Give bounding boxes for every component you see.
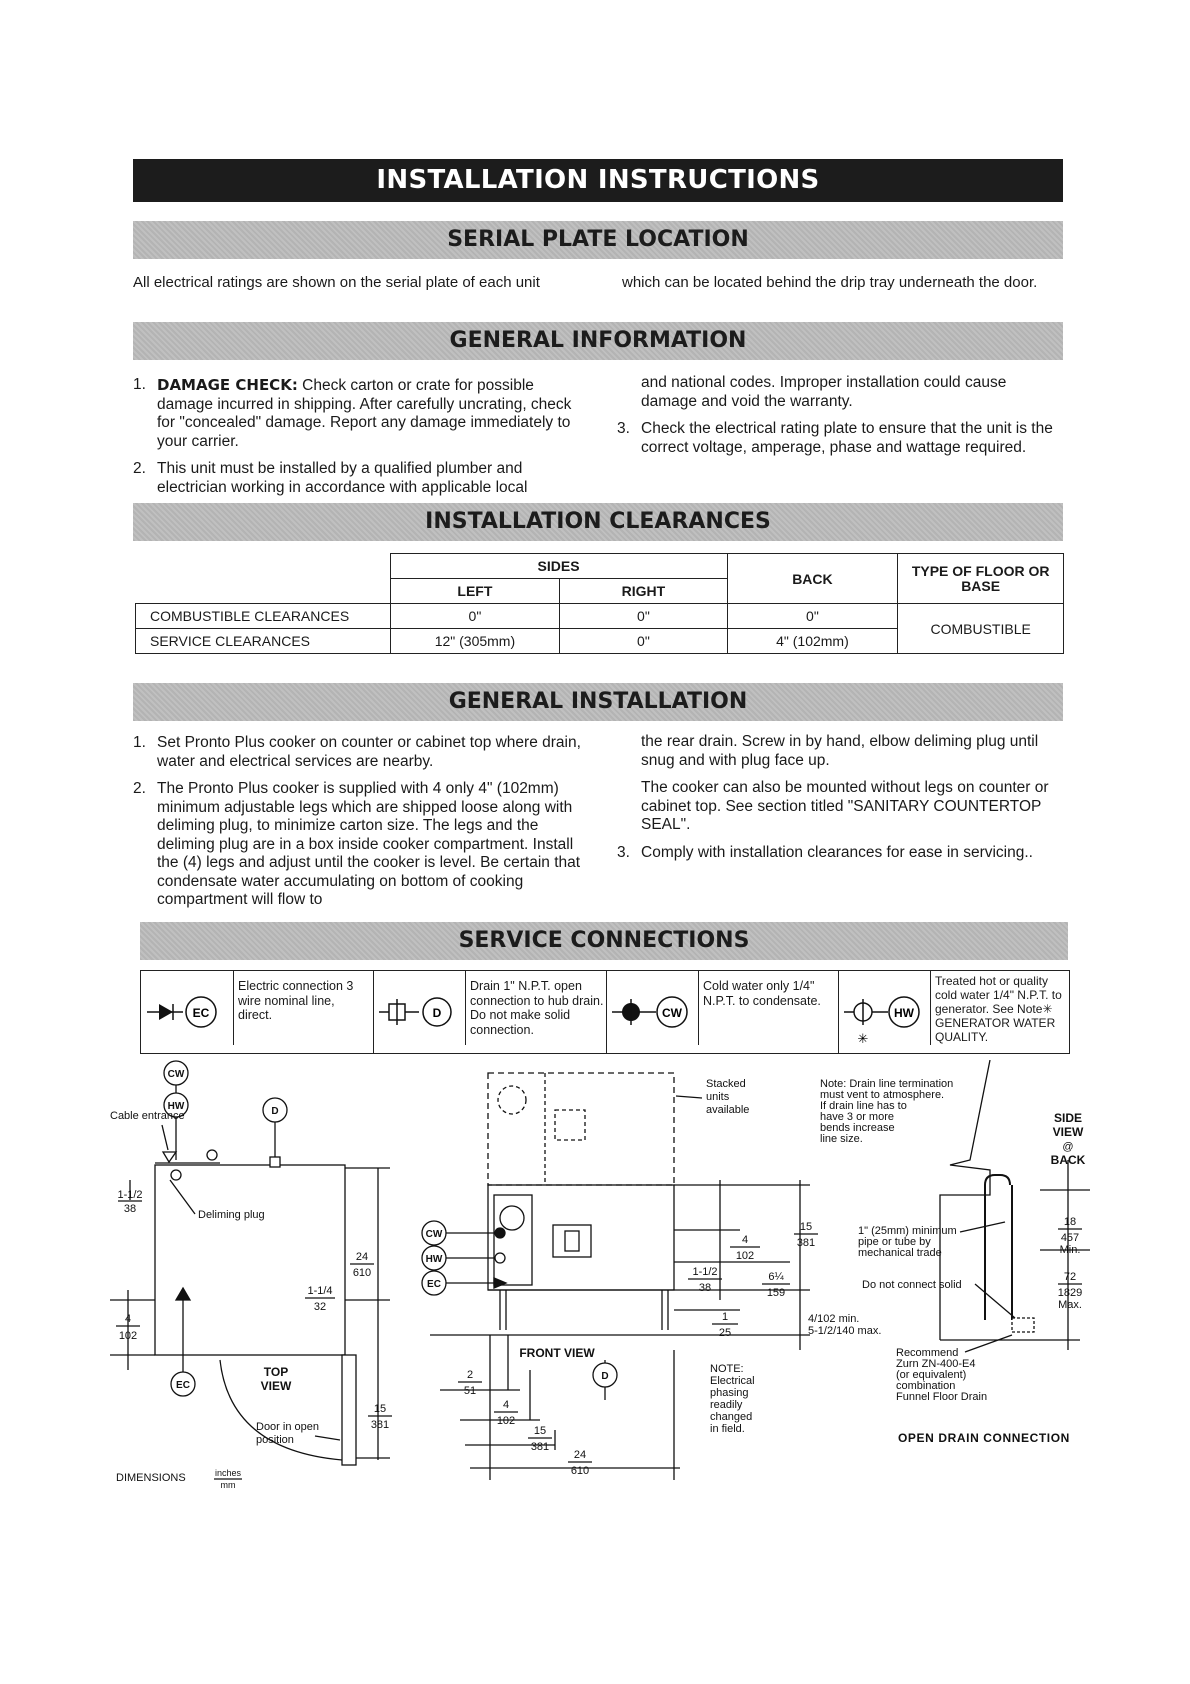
svg-text:Cable entrance: Cable entrance <box>110 1110 185 1122</box>
svg-text:bends increase: bends increase <box>820 1122 895 1134</box>
svg-text:HW: HW <box>167 1101 185 1112</box>
svg-text:4: 4 <box>124 1313 132 1325</box>
front-view <box>422 1073 881 1480</box>
list-item: 1. DAMAGE CHECK: Check carton or crate for possible damage incurred in shipping. After carefully uncrating, check for "concealed" damage. Report any damage immediately to your carrier. <box>133 376 572 450</box>
svg-text:102: 102 <box>496 1415 516 1427</box>
svg-text:6¼: 6¼ <box>768 1271 784 1283</box>
svg-text:pipe or tube by: pipe or tube by <box>858 1236 931 1248</box>
svg-text:in field.: in field. <box>710 1423 745 1435</box>
svg-text:Max.: Max. <box>1058 1299 1082 1311</box>
svg-text:Zurn ZN-400-E4: Zurn ZN-400-E4 <box>896 1358 976 1370</box>
svg-text:VIEW: VIEW <box>1052 1125 1084 1139</box>
svg-text:457: 457 <box>1060 1232 1080 1244</box>
svg-text:CW: CW <box>167 1069 185 1080</box>
back-header: BACK <box>727 554 898 604</box>
serial-plate-heading: SERIAL PLATE LOCATION <box>133 221 1063 259</box>
top-view <box>110 1061 392 1490</box>
side-view <box>820 1060 1090 1445</box>
list-item: 3. Check the electrical rating plate to ensure that the unit is the correct voltage, amperage, phase and wattage required. <box>617 420 1053 456</box>
svg-text:381: 381 <box>370 1419 390 1431</box>
general-info-right-column <box>617 374 1062 466</box>
svg-text:72: 72 <box>1063 1271 1077 1283</box>
general-information-heading: GENERAL INFORMATION <box>133 322 1063 360</box>
svg-text:readily: readily <box>710 1399 743 1411</box>
svg-text:Funnel Floor Drain: Funnel Floor Drain <box>896 1391 988 1403</box>
list-item: 1. Set Pronto Plus cooker on counter or cabinet top where drain, water and electrical services are nearby. <box>133 734 581 770</box>
svg-text:1: 1 <box>721 1311 729 1323</box>
svg-text:381: 381 <box>796 1237 816 1249</box>
svg-text:units: units <box>706 1091 730 1103</box>
service-connections-heading: SERVICE CONNECTIONS <box>140 922 1068 960</box>
legend-ec <box>141 971 374 1053</box>
cold-water-icon <box>606 971 698 1053</box>
svg-text:4: 4 <box>502 1399 510 1411</box>
svg-text:line size.: line size. <box>820 1133 863 1145</box>
legend-drain-text: Drain 1" N.P.T. open connection to hub drain. Do not make solid connection. <box>465 971 605 1045</box>
svg-text:D: D <box>601 1371 609 1382</box>
clearances-table <box>135 553 1064 654</box>
svg-text:FRONT VIEW: FRONT VIEW <box>519 1346 595 1360</box>
general-install-right-column <box>617 733 1062 871</box>
continuation-text: the rear drain. Screw in by hand, elbow deliming plug until snug and with plug face up. <box>641 733 1039 769</box>
svg-text:HW: HW <box>894 1006 914 1020</box>
svg-text:Recommend: Recommend <box>896 1347 959 1359</box>
svg-text:SIDE: SIDE <box>1053 1111 1083 1125</box>
svg-text:18: 18 <box>1063 1216 1077 1228</box>
continuation-text: and national codes. Improper installation could cause damage and void the warranty. <box>641 374 1007 410</box>
svg-text:32: 32 <box>313 1301 327 1313</box>
svg-text:HW: HW <box>425 1254 443 1265</box>
svg-text:381: 381 <box>530 1441 550 1453</box>
svg-text:15: 15 <box>533 1425 547 1437</box>
svg-text:159: 159 <box>766 1287 786 1299</box>
svg-text:Note: Drain line termination: Note: Drain line termination <box>820 1078 954 1090</box>
countertop-paragraph: The cooker can also be mounted without legs on counter or cabinet top. See section titled "SANITARY COUNTERTOP SEAL". <box>641 779 1049 833</box>
svg-text:CW: CW <box>425 1229 443 1240</box>
svg-text:610: 610 <box>352 1267 372 1279</box>
floor-header: TYPE OF FLOOR OR BASE <box>898 554 1064 604</box>
svg-text:TOP: TOP <box>263 1365 289 1379</box>
legend-hot-water <box>838 971 1069 1053</box>
installation-clearances-heading: INSTALLATION CLEARANCES <box>133 503 1063 541</box>
svg-text:D: D <box>271 1106 279 1117</box>
general-installation-heading: GENERAL INSTALLATION <box>133 683 1063 721</box>
svg-text:✳: ✳ <box>857 1031 869 1046</box>
svg-text:EC: EC <box>192 1006 210 1020</box>
svg-text:610: 610 <box>570 1465 590 1477</box>
svg-text:must vent to atmosphere.: must vent to atmosphere. <box>820 1089 945 1101</box>
svg-text:mechanical trade: mechanical trade <box>858 1247 942 1259</box>
svg-text:If drain line has to: If drain line has to <box>820 1100 907 1112</box>
svg-text:102: 102 <box>735 1250 755 1262</box>
table-row: SERVICE CLEARANCES 12" (305mm) 0" 4" (102mm) <box>136 629 1064 654</box>
svg-text:Stacked: Stacked <box>706 1078 746 1090</box>
svg-text:38: 38 <box>698 1282 712 1294</box>
svg-text:CW: CW <box>662 1006 682 1020</box>
floor-value: COMBUSTIBLE <box>898 604 1064 654</box>
svg-text:102: 102 <box>118 1330 138 1342</box>
svg-text:@: @ <box>1062 1141 1074 1153</box>
svg-text:combination: combination <box>896 1380 956 1392</box>
svg-text:1-1/2: 1-1/2 <box>117 1189 143 1201</box>
svg-text:D: D <box>432 1006 442 1020</box>
svg-text:24: 24 <box>573 1449 587 1461</box>
legend-cold-water <box>606 971 839 1053</box>
installation-diagram <box>0 1060 1190 1500</box>
table-row: COMBUSTIBLE CLEARANCES 0" 0" 0" COMBUSTIBLE <box>136 604 1064 629</box>
svg-text:position: position <box>256 1434 294 1446</box>
svg-text:available: available <box>706 1104 750 1116</box>
general-info-left-column <box>133 376 583 506</box>
svg-text:VIEW: VIEW <box>260 1379 292 1393</box>
sides-header: SIDES <box>390 554 727 579</box>
svg-text:38: 38 <box>123 1203 137 1215</box>
svg-text:1-1/4: 1-1/4 <box>307 1285 333 1297</box>
legend-hot-water-text: Treated hot or quality cold water 1/4" N.P.T. to generator. See Note✳ GENERATOR WATER QUALITY. <box>930 971 1066 1045</box>
svg-text:EC: EC <box>427 1279 441 1290</box>
page-title: INSTALLATION INSTRUCTIONS <box>133 159 1063 202</box>
list-item: 2. This unit must be installed by a qualified plumber and electrician working in accordance with applicable local <box>133 460 528 496</box>
legend-drain <box>373 971 607 1053</box>
svg-text:phasing: phasing <box>710 1387 749 1399</box>
svg-text:NOTE:: NOTE: <box>710 1363 744 1375</box>
general-install-left-column <box>133 734 583 919</box>
svg-text:Min.: Min. <box>1059 1244 1081 1256</box>
drain-connection-icon <box>373 971 465 1053</box>
svg-text:Do not connect solid: Do not connect solid <box>862 1279 962 1291</box>
svg-text:mm: mm <box>220 1480 236 1490</box>
serial-plate-text-left: All electrical ratings are shown on the serial plate of each unit <box>133 274 540 291</box>
svg-text:15: 15 <box>799 1221 813 1233</box>
left-header: LEFT <box>390 579 560 604</box>
svg-text:5-1/2/140 max.: 5-1/2/140 max. <box>808 1325 882 1337</box>
svg-text:51: 51 <box>463 1385 477 1397</box>
svg-text:Door in open: Door in open <box>256 1421 319 1433</box>
svg-text:OPEN DRAIN CONNECTION: OPEN DRAIN CONNECTION <box>898 1431 1070 1445</box>
svg-text:inches: inches <box>214 1468 242 1478</box>
svg-text:changed: changed <box>710 1411 753 1423</box>
svg-text:Electrical: Electrical <box>710 1375 755 1387</box>
svg-text:1829: 1829 <box>1057 1287 1083 1299</box>
legend-cold-water-text: Cold water only 1/4" N.P.T. to condensate. <box>698 971 833 1045</box>
svg-text:BACK: BACK <box>1050 1153 1086 1167</box>
list-item: 3. Comply with installation clearances for ease in servicing.. <box>617 843 1033 861</box>
svg-text:EC: EC <box>176 1380 190 1391</box>
service-connections-legend <box>140 970 1070 1054</box>
right-header: RIGHT <box>560 579 727 604</box>
svg-text:1" (25mm) minimum: 1" (25mm) minimum <box>858 1225 957 1237</box>
svg-text:have 3 or more: have 3 or more <box>820 1111 894 1123</box>
svg-text:15: 15 <box>373 1403 387 1415</box>
svg-text:4/102 min.: 4/102 min. <box>808 1313 860 1325</box>
svg-text:2: 2 <box>466 1369 474 1381</box>
hot-water-icon <box>838 971 930 1053</box>
svg-text:Deliming plug: Deliming plug <box>198 1209 265 1221</box>
svg-text:DIMENSIONS: DIMENSIONS <box>116 1472 186 1484</box>
svg-text:(or equivalent): (or equivalent) <box>896 1369 967 1381</box>
list-item: 2. The Pronto Plus cooker is supplied with 4 only 4" (102mm) minimum adjustable legs which are shipped loose along with deliming plug, to minimize carton size. The legs and the deliming plug are in a box inside cooker compartment. Install the (4) legs and adjust until the cooker is level. Be certain that condensate water accumulating on bottom of cooking compartment will flow to <box>133 780 581 908</box>
svg-text:1-1/2: 1-1/2 <box>692 1266 718 1278</box>
svg-text:25: 25 <box>718 1327 732 1339</box>
svg-text:24: 24 <box>355 1251 369 1263</box>
legend-ec-text: Electric connection 3 wire nominal line, direct. <box>233 971 368 1045</box>
electric-connection-icon <box>141 971 233 1053</box>
serial-plate-text-right: which can be located behind the drip tray underneath the door. <box>622 274 1038 291</box>
svg-text:4: 4 <box>741 1234 749 1246</box>
